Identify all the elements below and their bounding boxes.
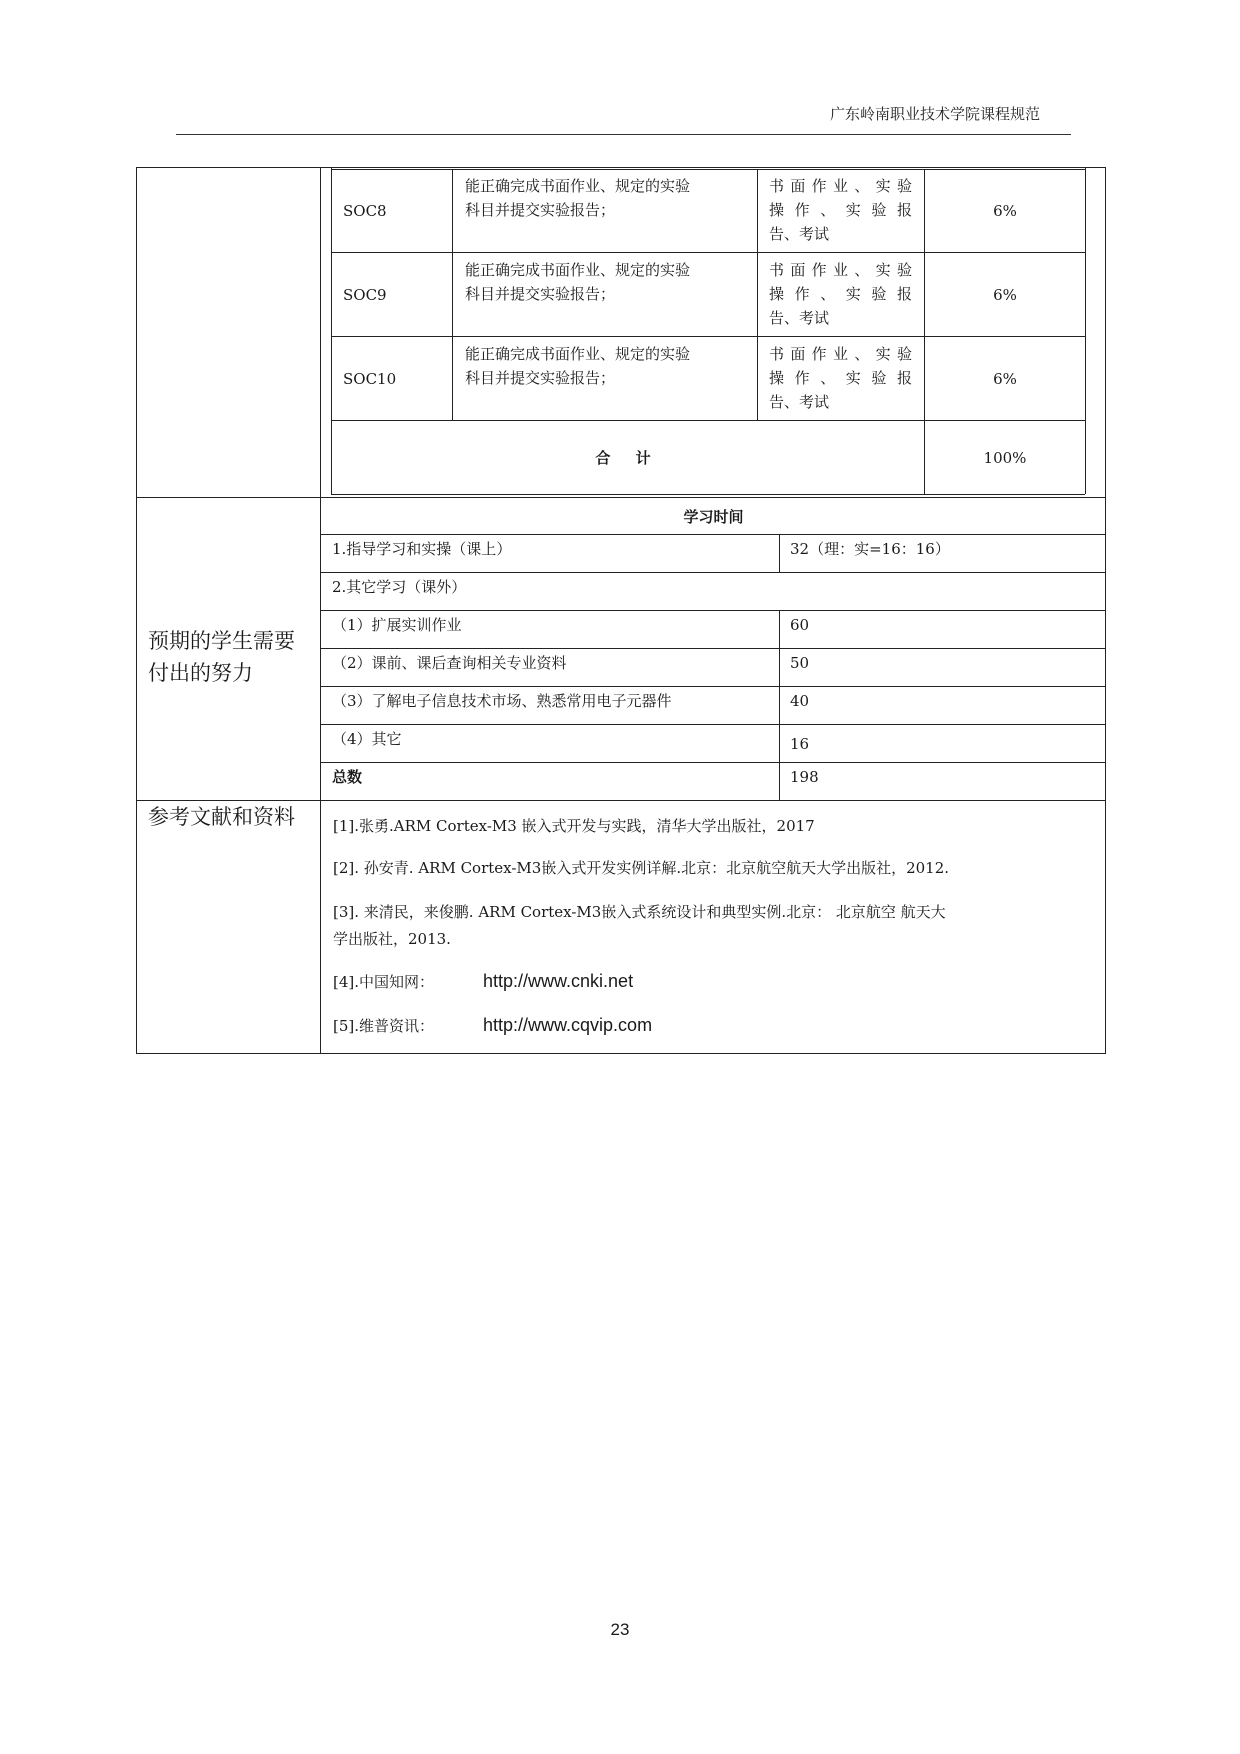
assessment-method-line: 书面作业、实验: [769, 261, 912, 279]
effort-row-divider: [320, 572, 1106, 573]
assessment-weight: 6%: [993, 370, 1017, 388]
reference-label: [4].中国知网：: [333, 973, 435, 991]
assessment-col-divider-1: [452, 169, 453, 420]
assessment-desc-line: 能正确完成书面作业、规定的实验: [465, 261, 691, 279]
effort-total-label: 总数: [332, 768, 363, 786]
effort-item-value: 16: [790, 735, 810, 753]
assessment-left-border: [331, 167, 332, 494]
effort-item-value: 40: [790, 692, 810, 710]
assessment-desc-line: 科目并提交实验报告；: [465, 285, 616, 303]
assessment-code: SOC9: [343, 286, 387, 304]
assessment-weight: 6%: [993, 202, 1017, 220]
assessment-code: SOC10: [343, 370, 397, 388]
reference-item: 学出版社，2013.: [333, 930, 451, 948]
effort-value-divider: [779, 610, 780, 800]
assessment-total-label: 合 计: [595, 449, 661, 467]
effort-total-value: 198: [790, 768, 819, 786]
assessment-method-line: 操作、实验报: [769, 285, 912, 303]
reference-item: [2]. 孙安青. ARM Cortex-M3嵌入式开发实例详解.北京：北京航空航天大学出版社，2012.: [333, 859, 950, 877]
effort-row-divider: [320, 762, 1106, 763]
effort-guided-value: 32（理：实=16：16）: [790, 540, 950, 558]
reference-label: [5].维普资讯：: [333, 1017, 435, 1035]
effort-item-value: 50: [790, 654, 810, 672]
assessment-method-line: 操作、实验报: [769, 369, 912, 387]
effort-value-divider: [779, 534, 780, 572]
effort-row-divider: [320, 648, 1106, 649]
reference-item: [3]. 来清民，来俊鹏. ARM Cortex-M3嵌入式系统设计和典型实例.北京： 北京航空 航天大: [333, 903, 946, 921]
assessment-right-border: [1085, 167, 1086, 494]
assessment-desc-line: 能正确完成书面作业、规定的实验: [465, 177, 691, 195]
effort-item-label: （4）其它: [332, 730, 402, 748]
assessment-total-value: 100%: [983, 449, 1027, 467]
assessment-method-line: 告、考试: [769, 225, 830, 243]
effort-guided-label: 1.指导学习和实操（课上）: [332, 540, 512, 558]
page-number: 23: [610, 1620, 630, 1639]
reference-link[interactable]: http://www.cnki.net: [483, 971, 634, 991]
header-rule: [176, 134, 1071, 135]
effort-item-label: （1）扩展实训作业: [332, 616, 462, 634]
assessment-desc-line: 科目并提交实验报告；: [465, 201, 616, 219]
assessment-row-divider: [331, 252, 1085, 253]
assessment-weight: 6%: [993, 286, 1017, 304]
assessment-desc-line: 能正确完成书面作业、规定的实验: [465, 345, 691, 363]
assessment-method-line: 告、考试: [769, 393, 830, 411]
assessment-row-divider: [331, 336, 1085, 337]
assessment-desc-line: 科目并提交实验报告；: [465, 369, 616, 387]
references-section-label: 参考文献和资料: [148, 805, 295, 829]
effort-item-value: 60: [790, 616, 810, 634]
effort-row-divider: [320, 686, 1106, 687]
assessment-top-border: [331, 169, 1085, 170]
effort-item-label: （2）课前、课后查询相关专业资料: [332, 654, 567, 672]
effort-row-divider: [320, 610, 1106, 611]
effort-section-label: 付出的努力: [148, 661, 253, 685]
assessment-col-divider-2: [757, 169, 758, 420]
assessment-row-divider: [331, 420, 1085, 421]
section-divider: [136, 497, 1106, 498]
assessment-bottom-border: [331, 494, 1085, 495]
assessment-method-line: 操作、实验报: [769, 201, 912, 219]
effort-other-label: 2.其它学习（课外）: [332, 578, 467, 596]
effort-header: 学习时间: [683, 508, 744, 526]
effort-item-label: （3）了解电子信息技术市场、熟悉常用电子元器件: [332, 692, 672, 710]
header-title: 广东岭南职业技术学院课程规范: [829, 105, 1040, 123]
reference-link[interactable]: http://www.cqvip.com: [483, 1015, 653, 1035]
assessment-method-line: 告、考试: [769, 309, 830, 327]
reference-item: [1].张勇.ARM Cortex-M3 嵌入式开发与实践，清华大学出版社，2017: [333, 817, 815, 835]
assessment-code: SOC8: [343, 202, 387, 220]
assessment-method-line: 书面作业、实验: [769, 177, 912, 195]
assessment-method-line: 书面作业、实验: [769, 345, 912, 363]
effort-row-divider: [320, 724, 1106, 725]
effort-section-label: 预期的学生需要: [148, 629, 295, 653]
effort-row-divider: [320, 534, 1106, 535]
